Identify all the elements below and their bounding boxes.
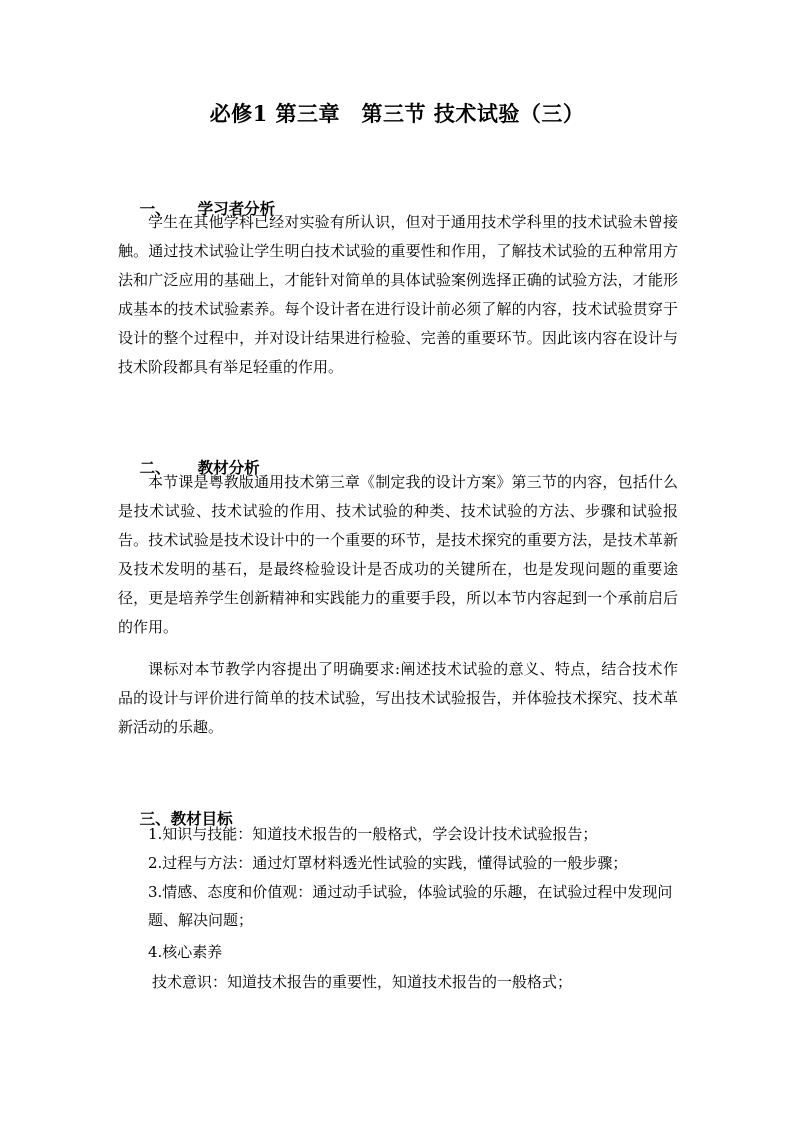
section-title: 教材分析 [197, 458, 260, 477]
section-title: 教材目标 [170, 809, 233, 828]
objective-core-literacy: 4.核心素养 [148, 943, 223, 961]
document-title: 必修1 第三章 第三节 技术试验（三） [209, 101, 585, 126]
objective-knowledge-skills: 1.知识与技能：知道技术报告的一般格式，学会设计技术试验报告； [148, 825, 598, 843]
section-title: 学习者分析 [197, 199, 276, 218]
objective-technical-awareness: 技术意识：知道技术报告的重要性，知道技术报告的一般格式； [152, 973, 573, 991]
objective-process-methods: 2.过程与方法：通过灯罩材料透光性试验的实践，懂得试验的一般步骤； [148, 854, 628, 872]
section-number: 二、 [139, 458, 171, 477]
paragraph-learner-analysis: 学生在其他学科已经对实验有所认识，但对于通用技术学科里的技术试验未曾接触。通过技术试验让学生明白技术试验的重要性和作用，了解技术试验的五种常用方法和广泛应用的基础上，才能针对简单的具体试验案例选择正确的试验方法，才能形成基本的技术试验素养。每个设计者在进行设计前必须了解的内容，技术试验贯穿于设计的整个过程中，并对设计结果进行检验、完善的重要环节。因此该内容在设计与技术阶段都具有举足轻重的作用。 [118, 213, 678, 376]
paragraph-textbook-analysis: 本节课是粤教版通用技术第三章《制定我的设计方案》第三节的内容，包括什么是技术试验、技术试验的作用、技术试验的种类、技术试验的方法、步骤和试验报告。技术试验是技术设计中的一个重要的环节，是技术探究的重要方法，是技术革新及技术发明的基石，是最终检验设计是否成功的关键所在，也是发现问题的重要途径，更是培养学生创新精神和实践能力的重要手段，所以本节内容起到一个承前启后的作用。 [118, 473, 678, 636]
objective-emotion-attitude-values: 3.情感、态度和价值观：通过动手试验，体验试验的乐趣，在试验过程中发现问题、解决问题； [148, 883, 673, 929]
section-number: 三、 [139, 809, 171, 828]
section-number: 一、 [139, 199, 171, 218]
paragraph-curriculum-requirements: 课标对本节教学内容提出了明确要求:阐述技术试验的意义、特点，结合技术作品的设计与评价进行简单的技术试验，写出技术试验报告，并体验技术探究、技术革新活动的乐趣。 [118, 660, 678, 736]
